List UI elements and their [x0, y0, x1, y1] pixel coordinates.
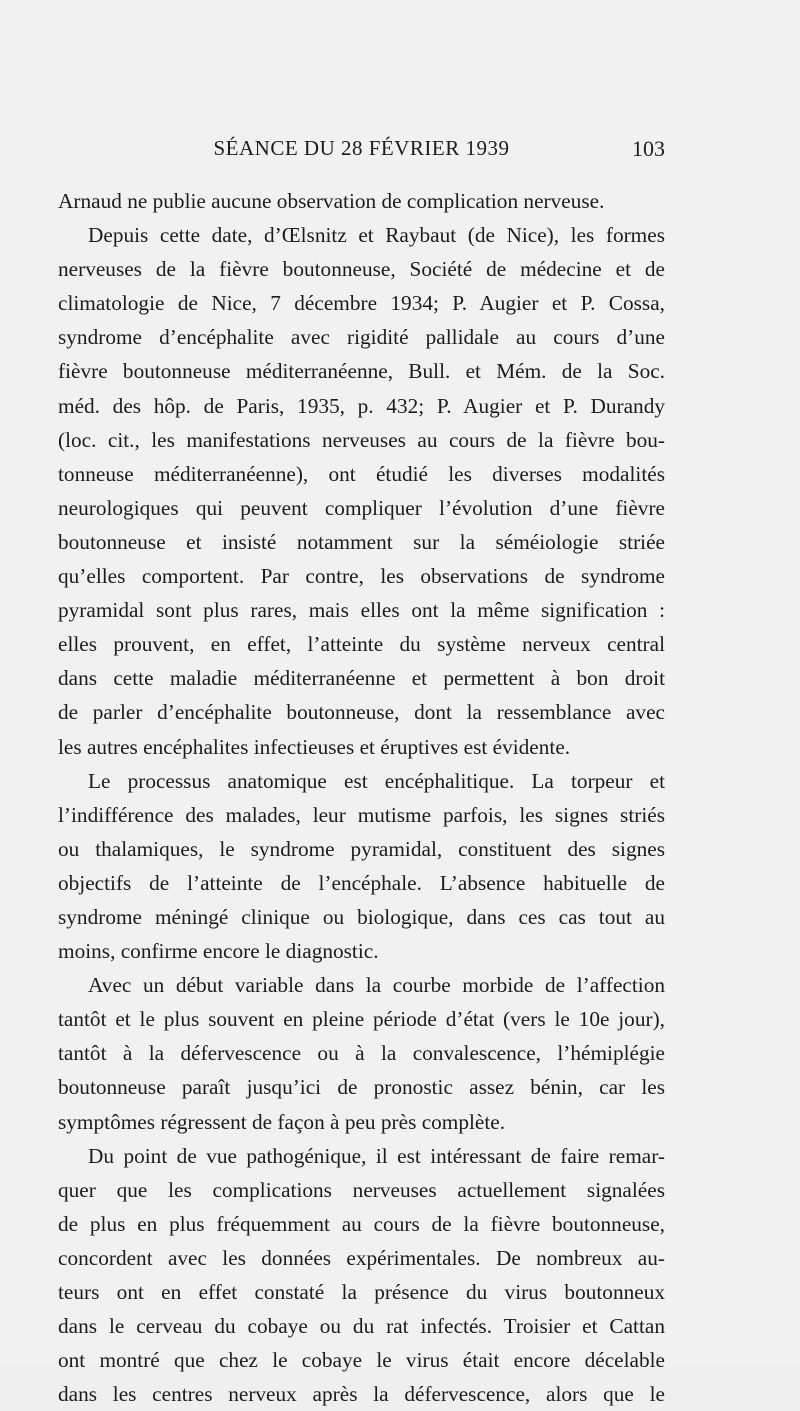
- text-line: syndrome méningé clinique ou biologique, dans ces cas tout au: [58, 904, 665, 929]
- text-line: tonneuse méditerranéenne), ont étudié les diverses modalités: [58, 461, 665, 486]
- text-line: Le processus anatomique est encéphalitique. La torpeur et: [88, 768, 665, 793]
- text-line: syndrome d’encéphalite avec rigidité pallidale au cours d’une: [58, 325, 665, 350]
- running-title: SÉANCE DU 28 FÉVRIER 1939: [213, 136, 510, 160]
- text-line: symptômes régressent de façon à peu près complète.: [58, 1109, 506, 1134]
- text-line: de plus en plus fréquemment au cours de la fièvre boutonneuse,: [58, 1211, 665, 1236]
- text-line: de parler d’encéphalite boutonneuse, dont la ressemblance avec: [58, 700, 665, 725]
- text-line: neurologiques qui peuvent compliquer l’évolution d’une fièvre: [58, 495, 665, 520]
- text-line: dans les centres nerveux après la défervescence, alors que le: [58, 1382, 665, 1407]
- text-line: climatologie de Nice, 7 décembre 1934; P. Augier et P. Cossa,: [58, 291, 665, 316]
- text-line: fièvre boutonneuse méditerranéenne, Bull. et Mém. de la Soc.: [58, 359, 665, 384]
- text-line: Avec un début variable dans la courbe morbide de l’affection: [88, 973, 665, 998]
- text-line: boutonneuse paraît jusqu’ici de pronostic assez bénin, car les: [58, 1075, 665, 1100]
- text-line: tantôt et le plus souvent en pleine période d’état (vers le 10e jour),: [58, 1007, 665, 1032]
- text-line: Du point de vue pathogénique, il est intéressant de faire remar-: [88, 1143, 665, 1168]
- text-line: méd. des hôp. de Paris, 1935, p. 432; P. Augier et P. Durandy: [58, 393, 665, 418]
- text-line: quer que les complications nerveuses actuellement signalées: [58, 1177, 665, 1202]
- text-line: qu’elles comportent. Par contre, les observations de syndrome: [58, 564, 665, 589]
- body-text: [58, 184, 665, 1411]
- text-line: teurs ont en effet constaté la présence du virus boutonneux: [58, 1280, 665, 1304]
- text-line: les autres encéphalites infectieuses et éruptives est évidente.: [58, 734, 571, 759]
- text-line: dans cette maladie méditerranéenne et permettent à bon droit: [58, 666, 665, 691]
- text-line: dans le cerveau du cobaye ou du rat infectés. Troisier et Cattan: [58, 1314, 665, 1339]
- page-header: [58, 136, 665, 166]
- text-line: pyramidal sont plus rares, mais elles ont la même signification :: [58, 598, 665, 623]
- text-line: elles prouvent, en effet, l’atteinte du système nerveux central: [58, 632, 665, 657]
- text-line: ont montré que chez le cobaye le virus était encore décelable: [58, 1348, 665, 1373]
- page-number: 103: [632, 136, 665, 161]
- text-line: l’indifférence des malades, leur mutisme parfois, les signes striés: [58, 802, 665, 827]
- text-line: objectifs de l’atteinte de l’encéphale. L’absence habituelle de: [58, 870, 665, 895]
- text-line: Arnaud ne publie aucune observation de complication nerveuse.: [58, 189, 605, 213]
- text-line: moins, confirme encore le diagnostic.: [58, 939, 379, 964]
- text-line: boutonneuse et insisté notamment sur la séméiologie striée: [58, 529, 665, 554]
- text-line: ou thalamiques, le syndrome pyramidal, constituent des signes: [58, 836, 665, 861]
- text-line: Depuis cette date, d’Œlsnitz et Raybaut (de Nice), les formes: [88, 223, 665, 248]
- text-line: concordent avec les données expérimentales. De nombreux au-: [58, 1245, 665, 1270]
- text-line: nerveuses de la fièvre boutonneuse, Société de médecine et de: [58, 257, 665, 282]
- text-line: tantôt à la défervescence ou à la convalescence, l’hémiplégie: [58, 1041, 665, 1066]
- text-line: (loc. cit., les manifestations nerveuses au cours de la fièvre bou-: [58, 427, 665, 452]
